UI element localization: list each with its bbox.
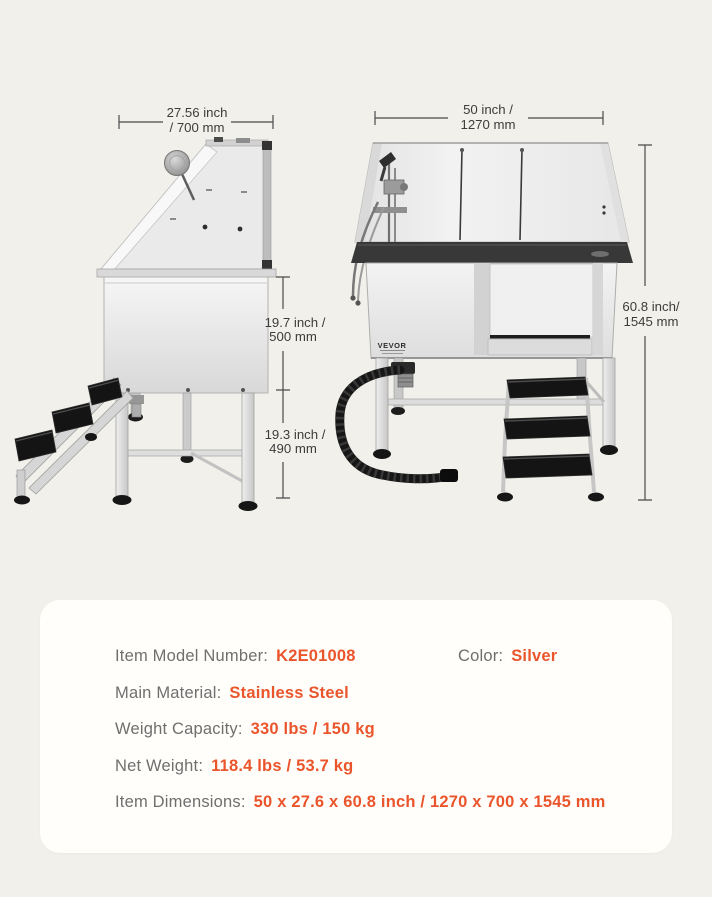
material-label: Main Material: — [115, 683, 222, 702]
side-view-stairs — [14, 378, 133, 505]
drain-hose — [340, 362, 458, 482]
front-view-illustration — [340, 143, 633, 502]
side-view-illustration — [14, 137, 276, 511]
spec-row-material — [115, 682, 652, 704]
spec-card — [40, 600, 672, 853]
spec-rows — [115, 645, 652, 813]
side-upper-height-text-2: 500 mm — [269, 329, 317, 344]
side-height-dimensions — [265, 277, 326, 498]
dimensions-value: 50 x 27.6 x 60.8 inch / 1270 x 700 x 1545 mm — [253, 793, 606, 811]
model-label: Item Model Number: — [115, 647, 269, 665]
side-upper-height-text-1: 19.7 inch / — [264, 315, 326, 330]
side-tub-rim — [97, 269, 276, 277]
color-value: Silver — [511, 647, 558, 665]
net-weight-value: 118.4 lbs / 53.7 kg — [211, 756, 354, 775]
front-height-dim-text-1: 60.8 inch/ — [622, 299, 680, 314]
spec-row-net-weight — [115, 755, 652, 777]
color-label: Color: — [458, 647, 504, 665]
weight-capacity-label: Weight Capacity: — [115, 720, 243, 738]
side-width-dim-text-2: / 700 mm — [169, 120, 225, 135]
brand-logo-text: VEVOR — [377, 341, 407, 350]
front-tub-body — [366, 263, 617, 358]
front-width-dimension — [375, 102, 603, 132]
front-height-dim-text-2: 1545 mm — [623, 314, 679, 329]
model-value: K2E01008 — [276, 647, 356, 665]
front-width-dim-text-2: 1270 mm — [460, 117, 516, 132]
side-lower-height-text-2: 490 mm — [269, 441, 317, 456]
side-tub-body — [104, 277, 268, 393]
net-weight-label: Net Weight: — [115, 756, 204, 775]
material-value: Stainless Steel — [229, 683, 349, 702]
front-width-dim-text-1: 50 inch / — [463, 102, 513, 117]
tub-interior — [351, 242, 633, 263]
spec-color-group — [458, 645, 557, 667]
weight-capacity-value: 330 lbs / 150 kg — [250, 720, 375, 738]
side-width-dimension — [119, 105, 273, 135]
side-width-dim-text-1: 27.56 inch — [166, 105, 228, 120]
dimensions-label: Item Dimensions: — [115, 793, 246, 811]
front-height-dimension — [622, 145, 680, 500]
front-view-stairs — [497, 377, 604, 502]
spec-row-dimensions — [115, 791, 652, 813]
spec-row-weight-capacity — [115, 718, 652, 740]
side-legs-frame — [113, 393, 258, 511]
spec-row-model — [115, 645, 652, 667]
side-lower-height-text-1: 19.3 inch / — [264, 427, 326, 442]
